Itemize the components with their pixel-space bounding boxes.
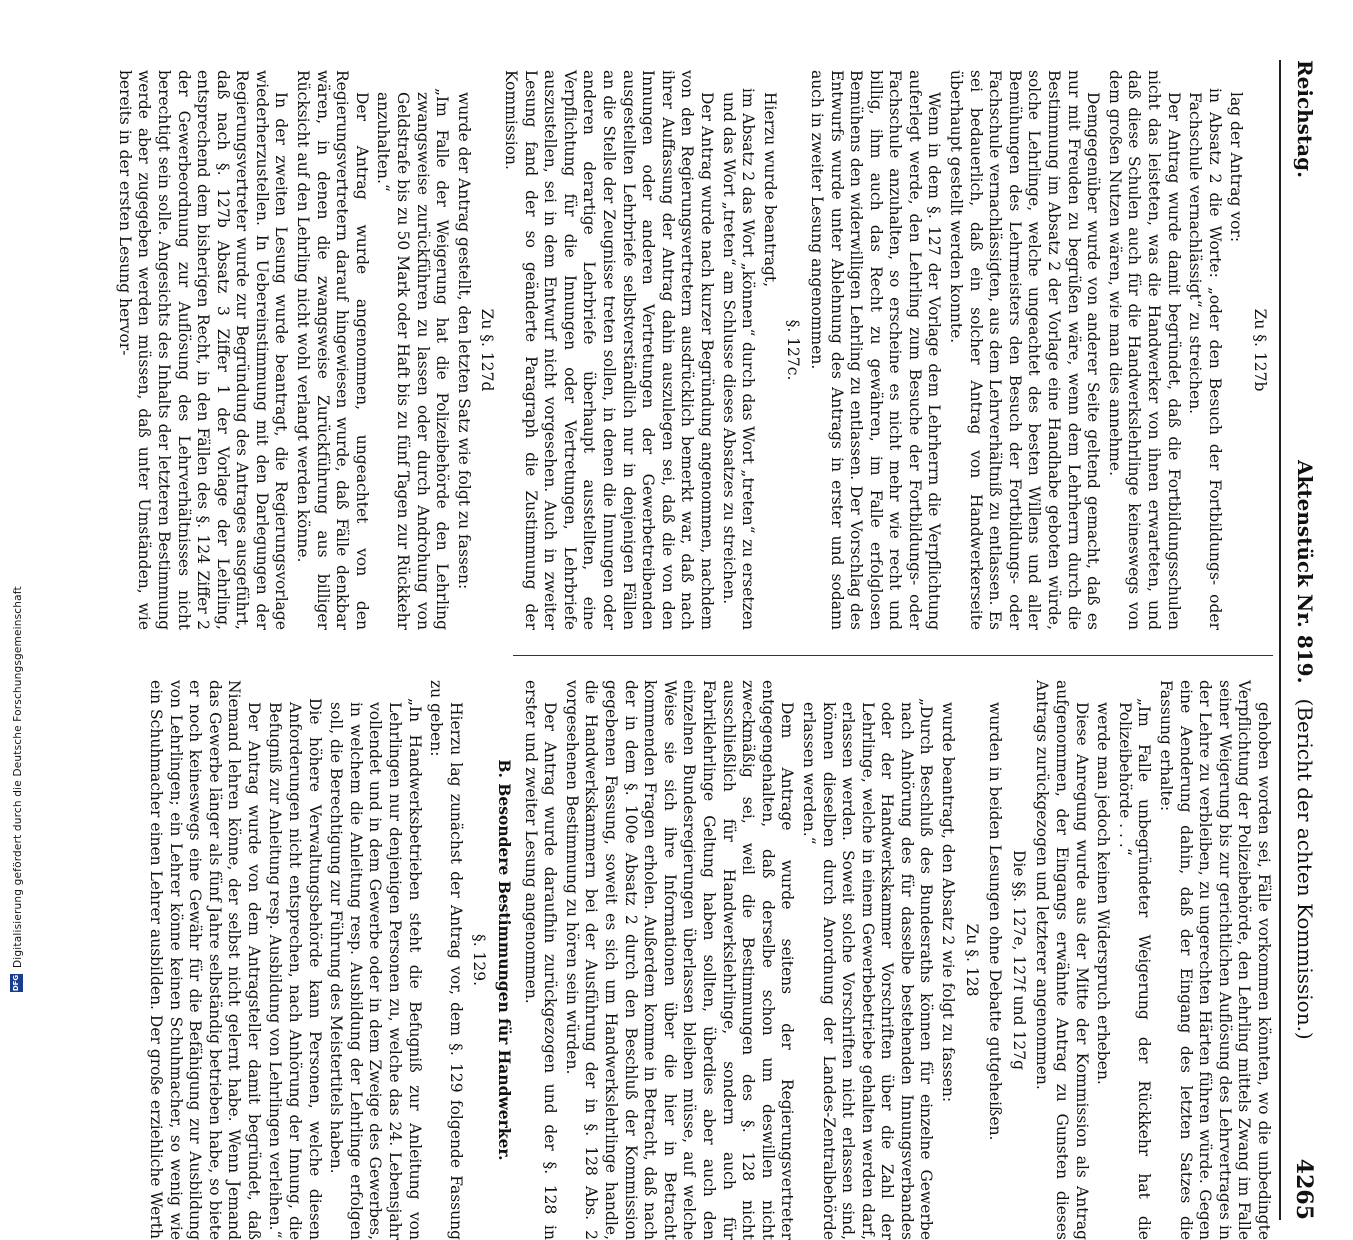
header-publication: Reichstag. xyxy=(1293,60,1317,179)
quoted-text: „Im Falle unbegründeter Weigerung der Rückkehr hat die Polizeibehörde . . .“ xyxy=(1115,698,1154,1240)
paragraph: wurde der Antrag gestellt, den letzten Satz wie folgt zu fassen: xyxy=(454,92,473,590)
digitization-note-text: Digitalisierung gefördert durch die Deutsche Forschungsgemeinschaft xyxy=(12,586,24,968)
left-text-column xyxy=(115,70,1273,630)
paragraph: Hierzu lag zunächst der Antrag vor, dem §. 129 folgende Fassung zu geben: xyxy=(427,680,465,1240)
section-heading: Zu §. 128 xyxy=(962,923,981,997)
right-text-column xyxy=(146,680,1273,1240)
quoted-text: Die höhere Verwaltungsbehörde kann Personen, welche diesen Anforderungen nicht entsprechen, nach Anhörung der Innung, die Befugniß zur Anleitung resp. Ausbildung von Lehrlingen verleihen.“ xyxy=(266,698,324,1240)
page-header xyxy=(1279,60,1333,1220)
paragraph: Der Antrag wurde damit begründet, daß die Fortbildungsschulen nicht das leisteten, was die Handwerker von ihnen erwarteten, und daß diese Schulen auch für die Handwerkslehrlinge keineswegs von dem großen Nutzen wären, wie man dies annehme. xyxy=(1105,70,1183,630)
paragraph: Dem Antrage wurde seitens der Regierungsvertreter entgegengehalten, daß derselbe schon um deswillen nicht zweckmäßig sei, weil die Bestimmungen des §. 128 nicht ausschließlich für Handwerkslehrlinge, sondern auch für Fabriklehrlinge Geltung haben sollten, überdies aber auch den einzelnen Bundesregierungen überlassen bleiben müsse, auf welche Weise sie sich ihre Informationen über die hier in Betracht kommenden Fragen erholen. Außerdem komme in Betracht, daß nach der in dem §. 100e Absatz 2 durch den Beschluß der Kommission gegebenen Fassung, soweit es sich um Handwerkslehrlinge handle, die Handwerkskammern bei der Ausführung der in §. 128 Abs. 2 vorgesehenen Bestimmung zu hören sein würden. xyxy=(562,680,797,1240)
paragraph: lag der Antrag vor: xyxy=(1227,92,1246,243)
header-document-number: Aktenstück Nr. 819. xyxy=(1293,460,1317,684)
paragraph: Der Antrag wurde angenommen, ungeachtet von den Regierungsvertretern darauf hingewiesen wurde, daß Fälle denkbar wären, in denen die zwangsweise Zurückführung aus billiger Rücksicht auf den Lehrling nicht wohl verlangt werden könne. xyxy=(294,70,371,630)
header-document-subtitle: (Bericht der achten Kommission.) xyxy=(1293,698,1317,1040)
paragraph: In der zweiten Lesung wurde beantragt, die Regierungsvorlage wiederherzustellen. In Uebereinstimmung mit den Darlegungen der Regierungsvertreter wurde zur Begründung des Antrages ausgeführt, daß nach §. 127b Absatz 3 Ziffer 1 der Vorlage der Lehrling, entsprechend dem bisherigen Recht, in den Fällen des §. 124 Ziffer 2 der Gewerbeordnung zur Auflösung des Lehrverhältnisses nicht berechtigt sein solle. Angesichts des Inhalts der letzteren Bestimmung werde aber zugegeben werden müssen, daß unter Umständen, wie bereits in der ersten Lesung hervor- xyxy=(115,70,291,630)
paragraph: Demgegenüber wurde von anderer Seite geltend gemacht, daß es nur mit Freuden zu begrüßen wäre, wenn dem Lehrherrn durch die Bestimmung im Absatz 2 der Vorlage eine Handhabe geboten würde, solche Lehrlinge, welche ungeachtet des besten Willens und aller Bemühungen des Lehrmeisters den Besuch der Fortbildungs- oder Fachschule vernachlässigten, aus dem Lehrverhältniß zu entlassen. Es sei bedauerlich, daß ein solcher Antrag von Handwerkerseite überhaupt gestellt werden konnte. xyxy=(947,70,1103,630)
column-divider xyxy=(513,655,1273,656)
header-document-title xyxy=(1293,460,1317,1040)
paragraph: werde man jedoch keinen Widerspruch erheben. xyxy=(1094,702,1113,1085)
quoted-text: „Durch Beschluß des Bundesraths können für einzelne Gewerbe nach Anhörung des für dasselbe bestehenden Innungsverbandes oder der Handwerkskammer Vorschriften über die Zahl der Lehrlinge, welche in einem Gewerbebetriebe gehalten werden darf, erlassen werden. Soweit solche Vorschriften nicht erlassen sind, können dieselben durch Anordnung der Landes-Zentralbehörde erlassen werden.“ xyxy=(799,698,936,1240)
section-heading: Zu §. 127d xyxy=(478,308,497,392)
paragraph: Hierzu wurde beantragt, xyxy=(760,92,779,288)
page-number: 4265 xyxy=(1291,1158,1317,1220)
paragraph: wurde beantragt, den Absatz 2 wie folgt zu fassen: xyxy=(939,702,958,1103)
paragraph: Der Antrag wurde nach kurzer Begründung angenommen, nachdem von den Regierungsvertretern ausdrücklich bemerkt war, daß nach ihrer Auffassung der Antrag dahin auszulegen sei, daß die von den Innungen oder anderen Vertretungen der Gewerbetreibenden ausgestellten Lehrbriefe selbstverständlich nur in denjenigen Fällen an die Stelle der Zeugnisse treten sollen, in denen die Innungen oder anderen derartige Lehrbriefe überhaupt ausstellten, eine Verpflichtung für die Innungen oder Vertretungen, Lehrbriefe auszustellen, sei in dem Entwurf nicht vorgesehen. Auch in zweiter Lesung fand der so geänderte Paragraph die Zustimmung der Kommission. xyxy=(502,70,716,630)
section-heading: Zu §. 127b xyxy=(1251,308,1269,392)
section-heading: §. 129. xyxy=(470,933,489,987)
section-heading: B. Besondere Bestimmungen für Handwerker. xyxy=(495,759,515,1161)
paragraph: gehoben worden sei, Fälle vorkommen könnten, wo die unbedingte Verpflichtung der Polizeibehörde, den Lehrling mittels Zwang im Falle seiner Weigerung bis zur gerichtlichen Auflösung des Lehrvertrages in der Lehre zu verbleiben, zu ungerechten Härten führen würde. Gegen eine Aenderung dahin, daß der Eingang des letzten Satzes die Fassung erhalte: xyxy=(1157,680,1273,1240)
quoted-text: in Absatz 2 die Worte: „oder den Besuch der Fortbildungs- oder Fachschule vernachlässigt“ zu streichen. xyxy=(1186,88,1224,630)
paragraph: wurden in beiden Lesungen ohne Debatte gutgeheißen. xyxy=(986,702,1005,1141)
quoted-text: im Absatz 2 das Wort „können“ durch das Wort „treten“ zu ersetzen und das Wort „treten“ am Schlusse dieses Absatzes zu streichen. xyxy=(719,88,758,630)
paragraph: Wenn in dem §. 127 der Vorlage dem Lehrherrn die Verpflichtung auferlegt werde, den Lehrling zum Besuche der Fortbildungs- oder Fachschule anzuhalten, so erscheine es nicht mehr wie recht und billig, ihm auch das Recht zu gewähren, im Falle erfolglosen Bemühens den widerwilligen Lehrling zu entlassen. Der Vorschlag des Entwurfs wurde unter Ablehnung des Antrags in erster und sodann auch in zweiter Lesung angenommen. xyxy=(807,70,944,630)
quoted-text: „In Handwerksbetrieben steht die Befugniß zur Anleitung von Lehrlingen nur denjenigen Personen zu, welche das 24. Lebensjahr vollendet und in dem Gewerbe oder in dem Zweige des Gewerbes, in welchem die Anleitung resp. Ausbildung der Lehrlinge erfolgen soll, die Berechtigung zur Führung des Meistertitels haben. xyxy=(327,698,424,1240)
section-heading: Die §§. 127e, 127f und 127g xyxy=(1009,849,1028,1071)
section-heading: §. 127c. xyxy=(784,319,803,381)
dfg-logo: DFG xyxy=(10,974,23,992)
paragraph: Diese Anregung wurde aus der Mitte der Kommission als Antrag aufgenommen, der Eingangs erwähnte Antrag zu Gunsten dieses Antrags zurückgezogen und letzterer angenommen. xyxy=(1033,680,1091,1240)
paragraph: Der Antrag wurde von dem Antragsteller damit begründet, daß Niemand lehren könne, der selbst nicht gelernt habe. Wenn Jemand das Gewerbe länger als fünf Jahre selbständig betrieben habe, so biete er noch keineswegs eine Gewähr für die Befähigung zur Ausbildung von Lehrlingen; ein Lehrer könne keinen Schuhmacher, so wenig wie ein Schuhmacher einen Lehrer ausbilden. Der große erziehliche Werth xyxy=(146,680,263,1240)
paragraph: Der Antrag wurde daraufhin zurückgezogen und der §. 128 in erster und zweiter Lesung angenommen. xyxy=(521,680,560,1240)
quoted-text: „Im Falle der Weigerung hat die Polizeibehörde den Lehrling zwangsweise zurückführen zu lassen oder durch Androhung von Geldstrafe bis zu 50 Mark oder Haft bis zu fünf Tagen zur Rückkehr anzuhalten.“ xyxy=(374,88,452,630)
digitization-note xyxy=(10,0,28,992)
